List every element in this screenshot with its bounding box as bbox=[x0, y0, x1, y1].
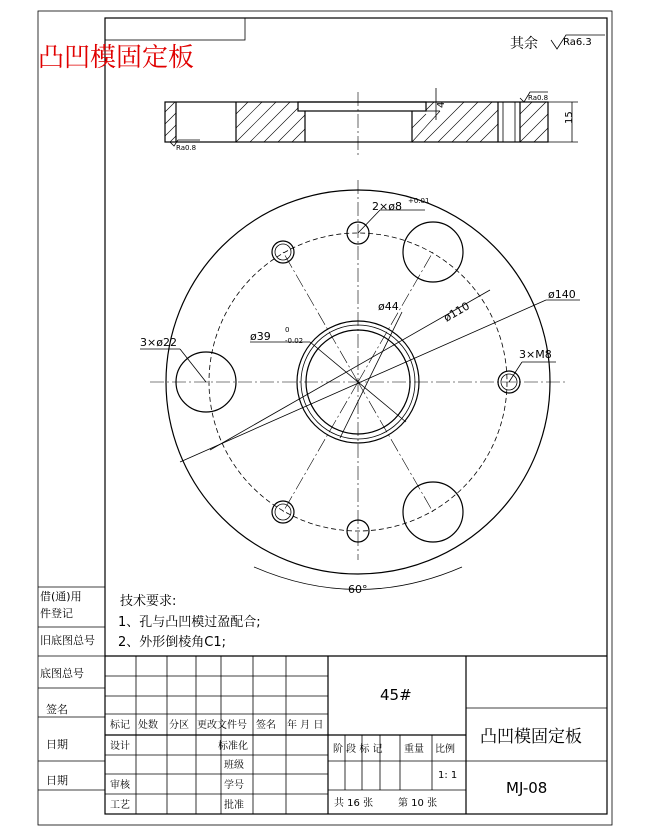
tb-row-left-4: 工艺 bbox=[110, 800, 130, 811]
side-label-1: 借(通)用 bbox=[40, 590, 82, 603]
tb-row-left-1: 设计 bbox=[110, 741, 130, 752]
tb-head-6: 年 月 日 bbox=[287, 720, 324, 731]
side-label-5: 签名 bbox=[46, 703, 68, 716]
dim-outer: ø140 bbox=[548, 288, 576, 301]
dim-holes: 3×ø22 bbox=[140, 336, 177, 349]
dim-bore-tol-lower: -0.02 bbox=[285, 337, 304, 345]
dim-depth: 4 bbox=[436, 101, 447, 108]
roughness-bottom-value: Ra0.8 bbox=[176, 144, 197, 152]
dim-thickness: 15 bbox=[564, 111, 575, 124]
red-title: 凸凹模固定板 bbox=[38, 43, 195, 73]
sheet-no: 第 10 张 bbox=[398, 798, 438, 809]
plan-view bbox=[140, 180, 580, 596]
scale: 1: 1 bbox=[438, 770, 458, 781]
side-label-2: 件登记 bbox=[40, 607, 73, 620]
tech-item-2: 2、外形倒棱角C1; bbox=[118, 635, 226, 650]
part-name: 凸凹模固定板 bbox=[480, 727, 582, 747]
tech-item-1: 1、孔与凸凹模过盈配合; bbox=[118, 615, 261, 630]
tb-stage-2: 重量 bbox=[404, 744, 424, 755]
tb-stage-3: 比例 bbox=[435, 744, 455, 755]
tech-heading: 技术要求: bbox=[120, 594, 177, 609]
title-block bbox=[105, 656, 607, 814]
tb-row-mid-2: 班级 bbox=[224, 760, 244, 771]
side-block bbox=[38, 587, 105, 790]
outer-border bbox=[38, 11, 612, 825]
dim-pins-tol: +0.01 bbox=[408, 197, 430, 205]
dim-pcd: ø110 bbox=[441, 299, 472, 325]
tb-row-mid-4: 批准 bbox=[224, 800, 244, 811]
roughness-other-value: Ra6.3 bbox=[563, 37, 592, 48]
dim-inner: ø44 bbox=[378, 300, 399, 313]
side-label-7: 日期 bbox=[46, 774, 68, 787]
material: 45# bbox=[380, 686, 412, 704]
title-top-box bbox=[105, 18, 245, 40]
drawing-no: MJ-08 bbox=[506, 779, 548, 797]
roughness-top-value: Ra0.8 bbox=[528, 94, 549, 102]
tb-head-5: 签名 bbox=[256, 720, 276, 731]
side-label-4: 底图总号 bbox=[40, 667, 84, 680]
section-view bbox=[165, 88, 578, 155]
inner-border bbox=[105, 18, 607, 814]
side-label-6: 日期 bbox=[46, 738, 68, 751]
tb-stage-1: 阶 段 标 记 bbox=[333, 744, 383, 755]
tb-head-1: 标记 bbox=[110, 720, 130, 731]
roughness-other-label: 其余 bbox=[510, 36, 538, 52]
tb-head-4: 更改文件号 bbox=[197, 720, 247, 731]
dim-thread: 3×M8 bbox=[519, 348, 552, 361]
sheets-total: 共 16 张 bbox=[334, 798, 374, 809]
dim-bore-tol-upper: 0 bbox=[285, 326, 290, 334]
tb-head-2: 处数 bbox=[138, 720, 158, 731]
dim-bore: ø39 bbox=[250, 330, 271, 343]
tb-row-mid-3: 学号 bbox=[224, 780, 244, 791]
tb-row-mid-1: 标准化 bbox=[218, 741, 248, 752]
side-label-3: 旧底图总号 bbox=[40, 634, 95, 647]
tb-head-3: 分区 bbox=[169, 720, 189, 731]
dim-pins: 2×ø8 bbox=[372, 200, 402, 213]
tb-row-left-3: 审核 bbox=[110, 780, 130, 791]
dim-angle: 60° bbox=[348, 583, 368, 596]
